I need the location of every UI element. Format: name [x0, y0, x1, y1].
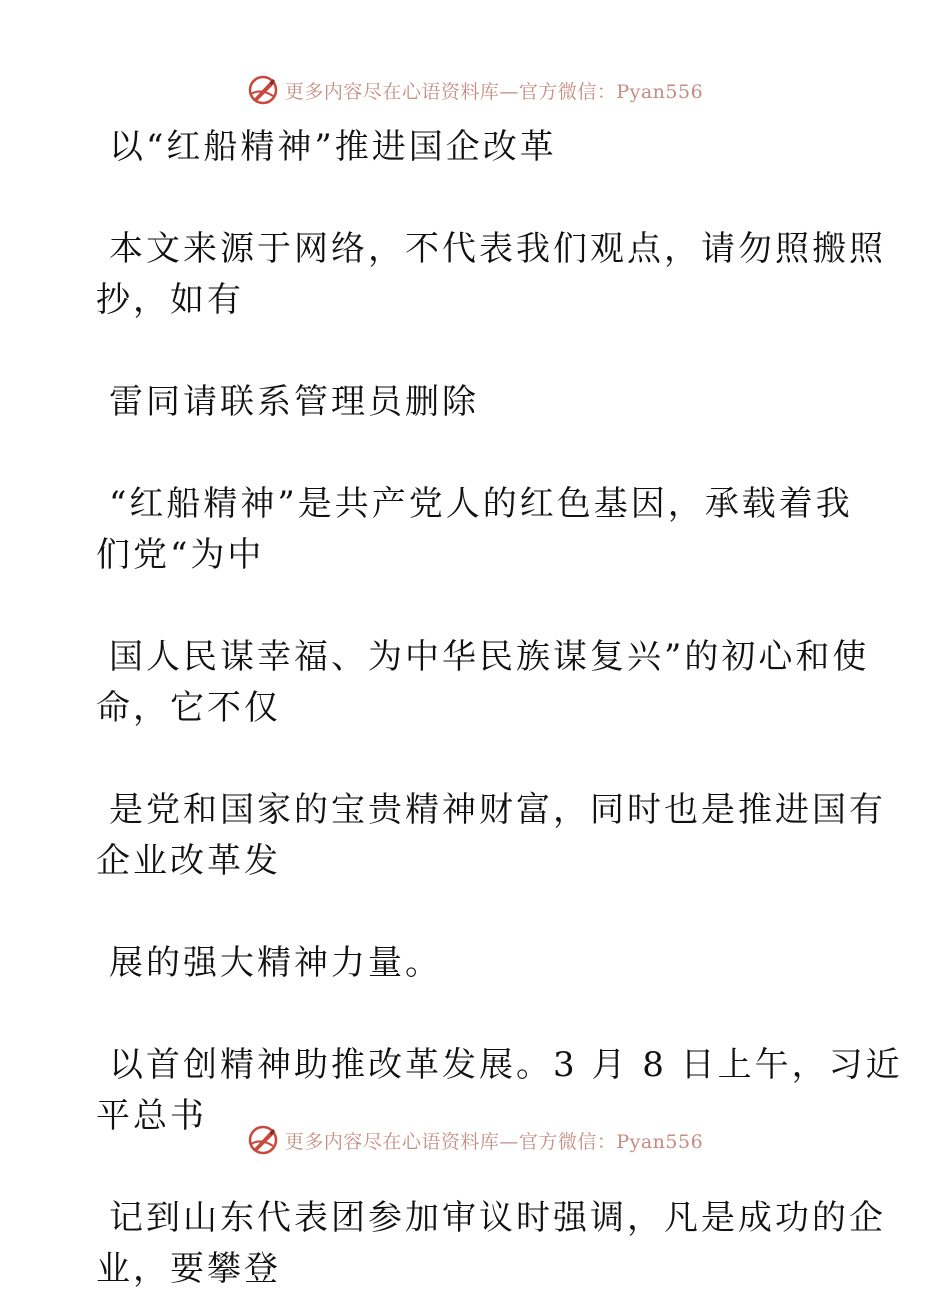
text-line [96, 173, 856, 224]
text-line: 平总书 [96, 1096, 207, 1136]
text-line: “红船精神”是共产党人的红色基因，承载着我 [109, 484, 853, 524]
footer-watermark-banner [0, 1120, 950, 1160]
pen-logo-icon [247, 1124, 279, 1156]
text-line [96, 734, 856, 785]
text-line: 们党“为中 [96, 535, 265, 575]
text-line: 抄，如有 [96, 280, 244, 320]
text-line: 国人民谋幸福、为中华民族谋复兴”的初心和使 [109, 637, 870, 677]
text-line: 雷同请联系管理员删除 [109, 382, 479, 422]
text-line [96, 581, 856, 632]
header-watermark-text: 更多内容尽在心语资料库—官方微信：Pyan556 [284, 80, 704, 103]
document-title: 以“红船精神”推进国企改革 [109, 127, 557, 167]
text-line: 是党和国家的宝贵精神财富，同时也是推进国有 [109, 790, 886, 830]
text-line: 命，它不仅 [96, 688, 281, 728]
pen-logo-icon [247, 74, 279, 106]
text-line: 企业改革发 [96, 841, 281, 881]
text-line: 以首创精神助推改革发展。3 月 8 日上午，习近 [109, 1045, 903, 1085]
text-line [96, 326, 856, 377]
text-line [96, 989, 856, 1040]
text-line: 本文来源于网络，不代表我们观点，请勿照搬照 [109, 229, 886, 269]
text-line: 展的强大精神力量。 [109, 943, 442, 983]
text-line: 记到山东代表团参加审议时强调，凡是成功的企 [109, 1198, 886, 1238]
text-line: 业，要攀登 [96, 1249, 281, 1289]
text-line [96, 887, 856, 938]
footer-watermark-text: 更多内容尽在心语资料库—官方微信：Pyan556 [284, 1130, 704, 1153]
text-line [96, 428, 856, 479]
header-watermark-banner [0, 70, 950, 110]
